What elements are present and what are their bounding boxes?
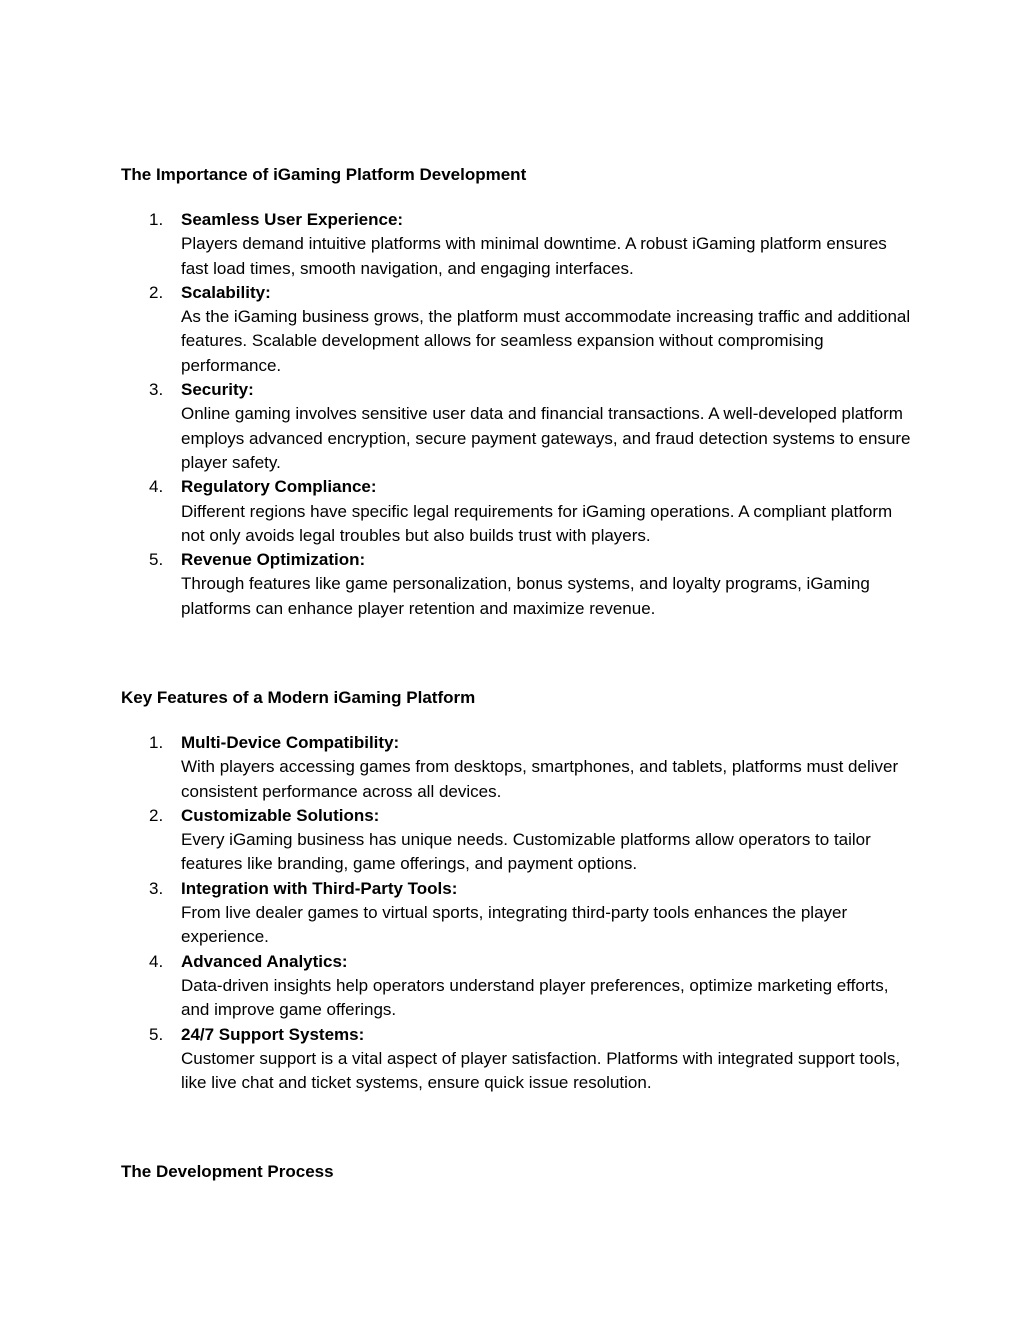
list-item-body: Players demand intuitive platforms with minimal downtime. A robust iGaming platform ensures fast load times, smooth navigation, and engaging interfaces. [181,234,887,278]
list-number: 1. [149,733,164,752]
list-item-body: Different regions have specific legal requirements for iGaming operations. A compliant platform not only avoids legal troubles but also builds trust with players. [181,501,893,545]
section-heading-importance: The Importance of iGaming Platform Development [121,165,527,184]
list-item-title: Advanced Analytics: [181,951,348,971]
section-heading-key-features: Key Features of a Modern iGaming Platform [121,688,476,707]
list-number: 3. [149,380,164,400]
list-number: 5. [149,550,164,570]
list-item-title: Scalability: [181,282,271,302]
list-item [0,281,911,378]
list-item-title: Regulatory Compliance: [181,477,377,497]
list-item-body: With players accessing games from desktops, smartphones, and tablets, platforms must deliver consistent performance across all devices. [181,757,899,801]
list-item-body: Every iGaming business has unique needs. Customizable platforms allow operators to tailor features like branding, game offerings, and payment options. [181,830,871,874]
list-number: 4. [149,477,164,497]
list-item [0,731,911,804]
importance-list [0,208,911,621]
list-item-title: Customizable Solutions: [181,805,380,825]
list-item [0,877,911,950]
section-heading-development-process: The Development Process [121,1162,334,1181]
list-item-body: Customer support is a vital aspect of player satisfaction. Platforms with integrated support tools, like live chat and ticket systems, ensure quick issue resolution. [181,1048,901,1093]
list-number: 4. [149,951,164,971]
list-number: 1. [149,210,164,229]
list-item-body: Through features like game personalization, bonus systems, and loyalty programs, iGaming platforms can enhance player retention and maximize revenue. [181,574,870,618]
list-item-title: Revenue Optimization: [181,550,366,570]
list-item [0,378,911,475]
list-item-body: Data-driven insights help operators understand player preferences, optimize marketing efforts, and improve game offerings. [181,975,889,1020]
list-number: 2. [149,805,164,825]
list-item [0,548,911,621]
list-item-title: 24/7 Support Systems: [181,1024,365,1044]
list-item [0,1023,911,1096]
list-item [0,208,911,281]
list-item-title: Security: [181,380,254,400]
list-item-title: Multi-Device Compatibility: [181,733,400,752]
list-item-title: Integration with Third-Party Tools: [181,878,458,898]
key-features-list [0,731,911,1095]
list-item-body: As the iGaming business grows, the platform must accommodate increasing traffic and additional features. Scalable development allows for seamless expansion without compromising performance. [181,307,911,375]
list-number: 5. [149,1024,164,1044]
list-item-body: From live dealer games to virtual sports, integrating third-party tools enhances the player experience. [181,903,848,947]
list-number: 3. [149,878,164,898]
list-item-title: Seamless User Experience: [181,210,404,229]
list-item-body: Online gaming involves sensitive user data and financial transactions. A well-developed platform employs advanced encryption, secure payment gateways, and fraud detection systems to ensure player safety. [181,404,911,472]
list-item [0,475,911,548]
list-item [0,804,911,877]
list-item [0,950,911,1023]
list-number: 2. [149,282,164,302]
